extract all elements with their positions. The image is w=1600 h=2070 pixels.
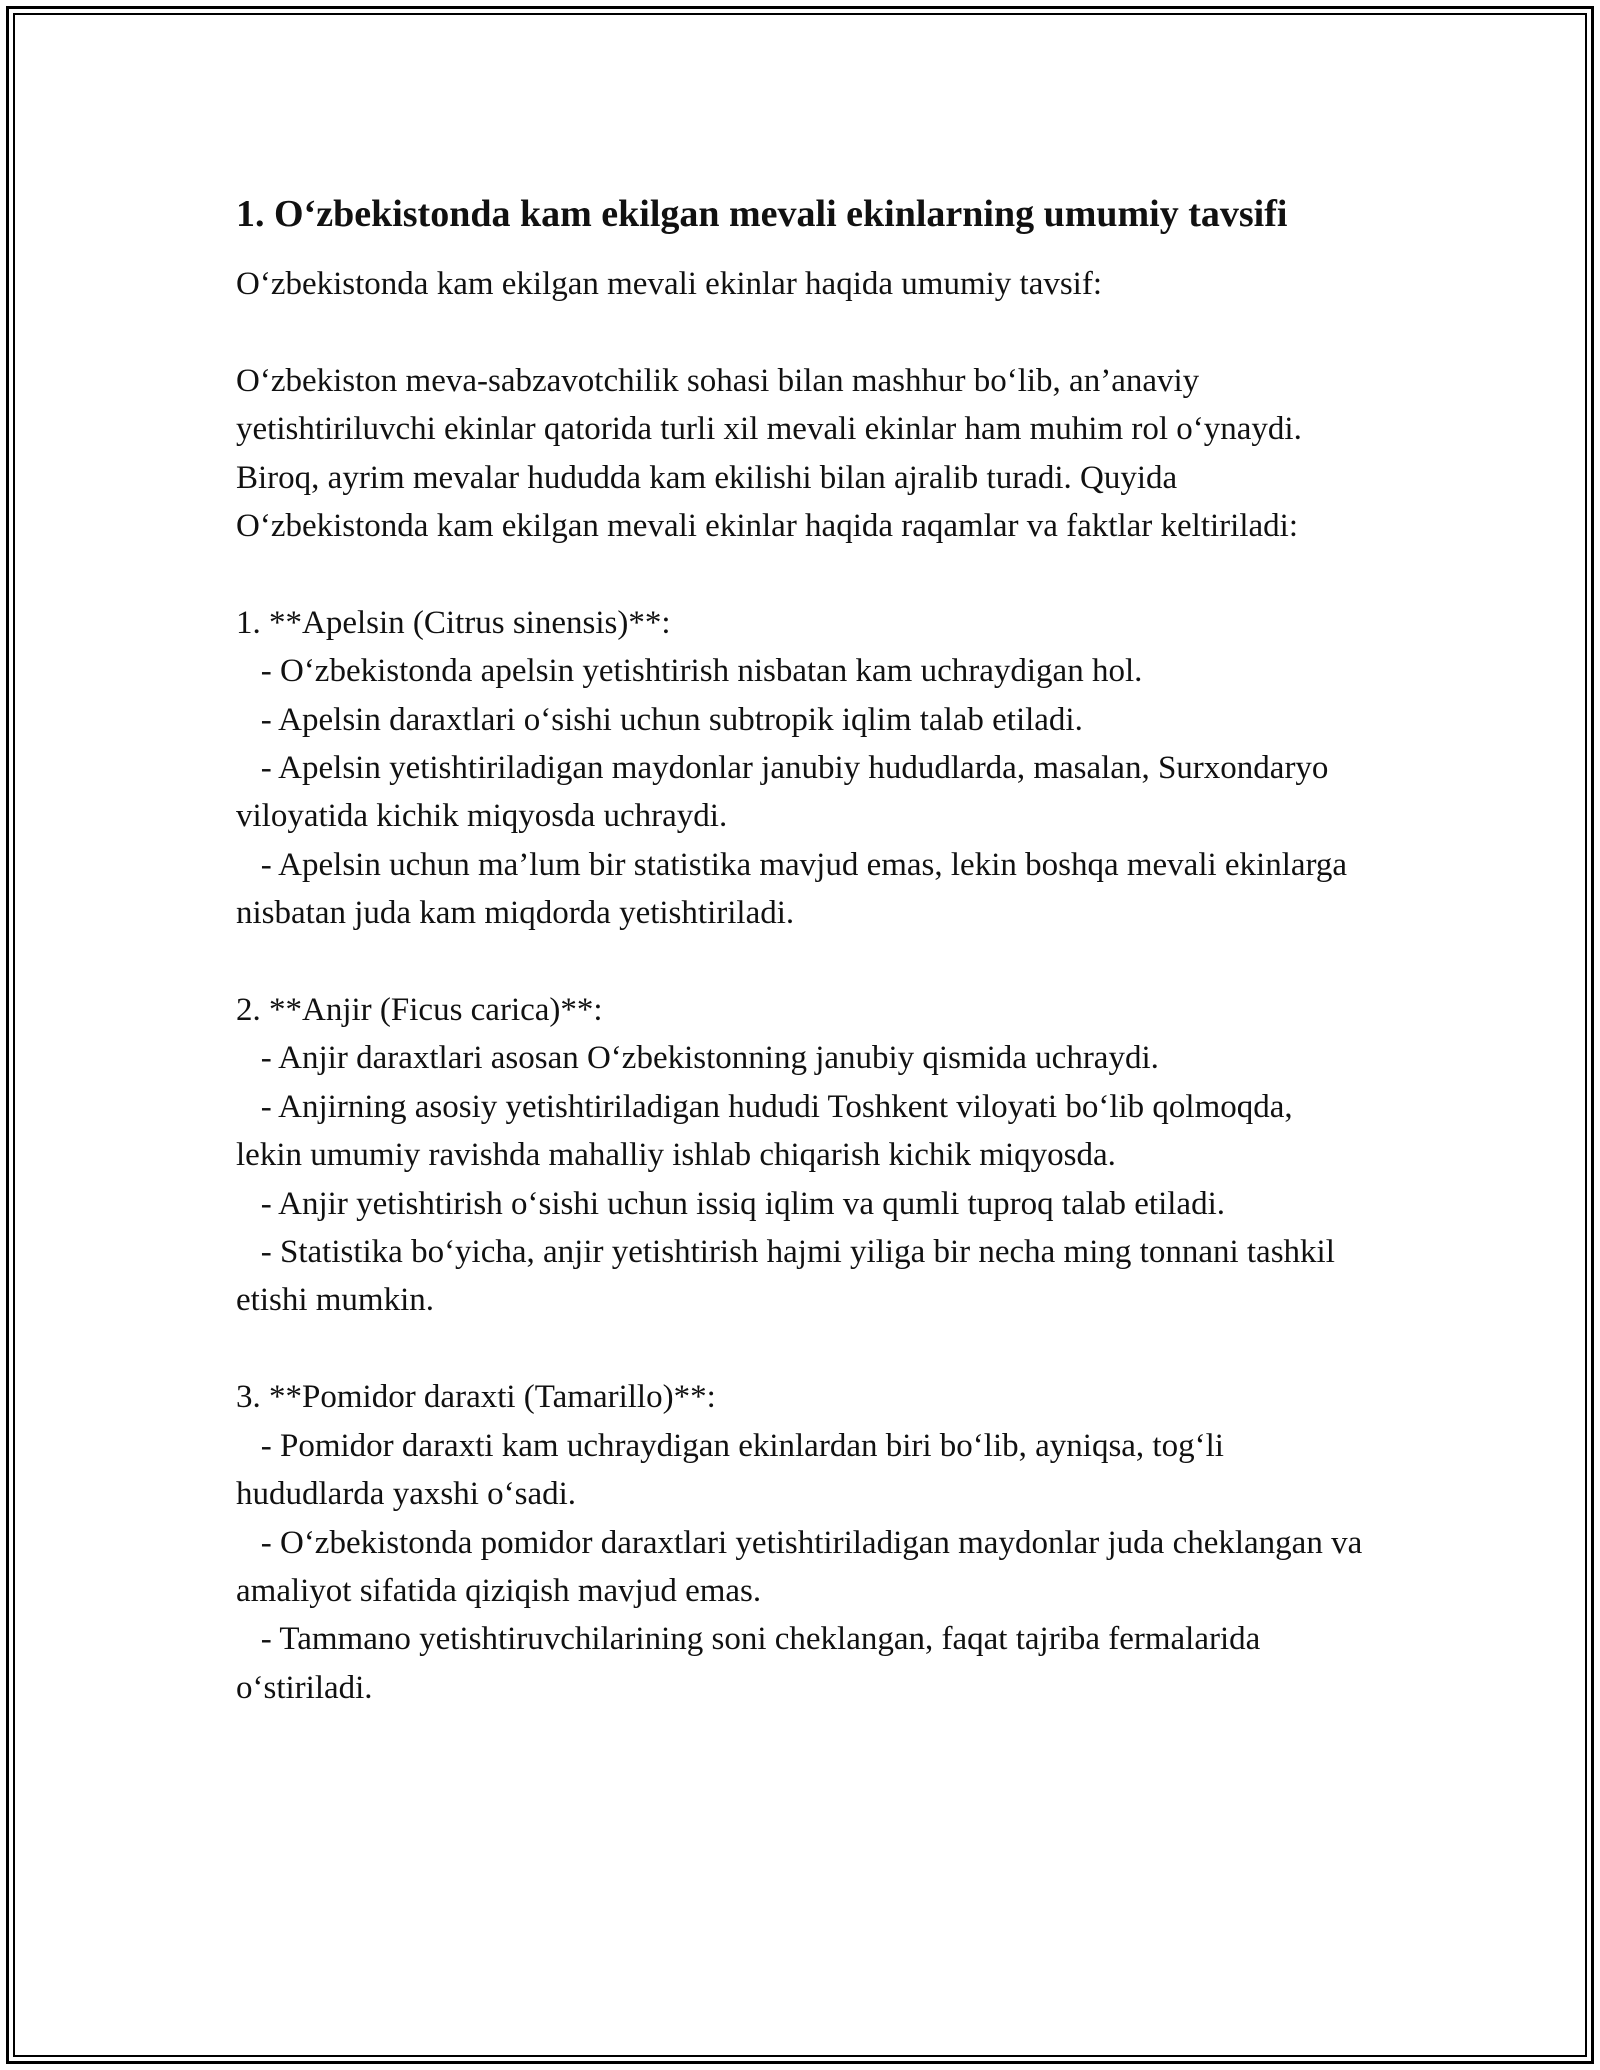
section-point xyxy=(236,647,1366,695)
section-point-text: - Statistika bo‘yicha, anjir yetishtirish hajmi yiliga bir necha ming tonnani tashkil etishi mumkin. xyxy=(236,1234,1335,1319)
section-title: 2. **Anjir (Ficus carica)**: xyxy=(236,992,603,1029)
section-point xyxy=(236,1422,1366,1519)
document-page xyxy=(236,187,1366,1712)
section-point-text: - Tammano yetishtiruvchilarining soni cheklangan, faqat tajriba fermalarida o‘stiriladi. xyxy=(236,1621,1261,1706)
document-heading: 1. O‘zbekistonda kam ekilgan mevali ekinlarning umumiy tavsifi xyxy=(236,193,1288,235)
section-point-text: - Anjirning asosiy yetishtiriladigan hududi Toshkent viloyati bo‘lib qolmoqda, lekin umumiy ravishda mahalliy ishlab chiqarish kichik miqyosda. xyxy=(236,1088,1293,1174)
section-point-text: - Anjir daraxtlari asosan O‘zbekistonning janubiy qismida uchraydi. xyxy=(260,1040,1159,1077)
section-point xyxy=(236,744,1366,841)
section-point xyxy=(236,1083,1366,1180)
section-point-text: - Apelsin daraxtlari o‘sishi uchun subtropik iqlim talab etiladi. xyxy=(260,701,1083,738)
section-point xyxy=(236,1180,1366,1228)
section-point-text: - O‘zbekistonda apelsin yetishtirish nisbatan kam uchraydigan hol. xyxy=(260,653,1143,690)
section-point-text: - Pomidor daraxti kam uchraydigan ekinlardan biri bo‘lib, ayniqsa, tog‘li hududlarda yaxshi o‘sadi. xyxy=(236,1427,1224,1513)
paragraph-gap xyxy=(236,550,1366,598)
overview-paragraph: O‘zbekiston meva-sabzavotchilik sohasi bilan mashhur bo‘lib, an’anaviy yetishtiriluvchi ekinlar qatorida turli xil mevali ekinlar ham muhim rol o‘ynaydi. Biroq, ayrim mevalar hududda kam ekilishi bilan ajralib turadi. Quyida O‘zbekistonda kam ekilgan mevali ekinlar haqida raqamlar va faktlar keltiriladi: xyxy=(236,362,1302,545)
section-point xyxy=(236,1519,1366,1616)
document-body xyxy=(236,260,1366,1712)
section-pomidor-daraxti xyxy=(236,1373,1366,1712)
section-point-text: - Anjir yetishtirish o‘sishi uchun issiq iqlim va qumli tuproq talab etiladi. xyxy=(260,1185,1226,1222)
section-point-text: - Apelsin uchun ma’lum bir statistika mavjud emas, lekin boshqa mevali ekinlarga nisbatan juda kam miqdorda yetishtiriladi. xyxy=(236,846,1348,932)
section-point xyxy=(236,696,1366,744)
section-title: 3. **Pomidor daraxti (Tamarillo)**: xyxy=(236,1379,716,1416)
paragraph-gap xyxy=(236,1325,1366,1373)
paragraph-gap xyxy=(236,308,1366,356)
paragraph-gap xyxy=(236,938,1366,986)
section-apelsin xyxy=(236,599,1366,938)
section-point xyxy=(236,1615,1366,1712)
section-point-text: - O‘zbekistonda pomidor daraxtlari yetishtiriladigan maydonlar juda cheklangan va amaliyot sifatida qiziqish mavjud emas. xyxy=(236,1524,1363,1609)
section-point xyxy=(236,1228,1366,1325)
intro-paragraph: O‘zbekistonda kam ekilgan mevali ekinlar haqida umumiy tavsif: xyxy=(236,266,1103,302)
section-point xyxy=(236,841,1366,938)
section-title: 1. **Apelsin (Citrus sinensis)**: xyxy=(236,604,671,641)
section-point xyxy=(236,1034,1366,1082)
section-anjir xyxy=(236,986,1366,1325)
section-point-text: - Apelsin yetishtiriladigan maydonlar janubiy hududlarda, masalan, Surxondaryo viloyatida kichik miqyosda uchraydi. xyxy=(236,750,1329,835)
